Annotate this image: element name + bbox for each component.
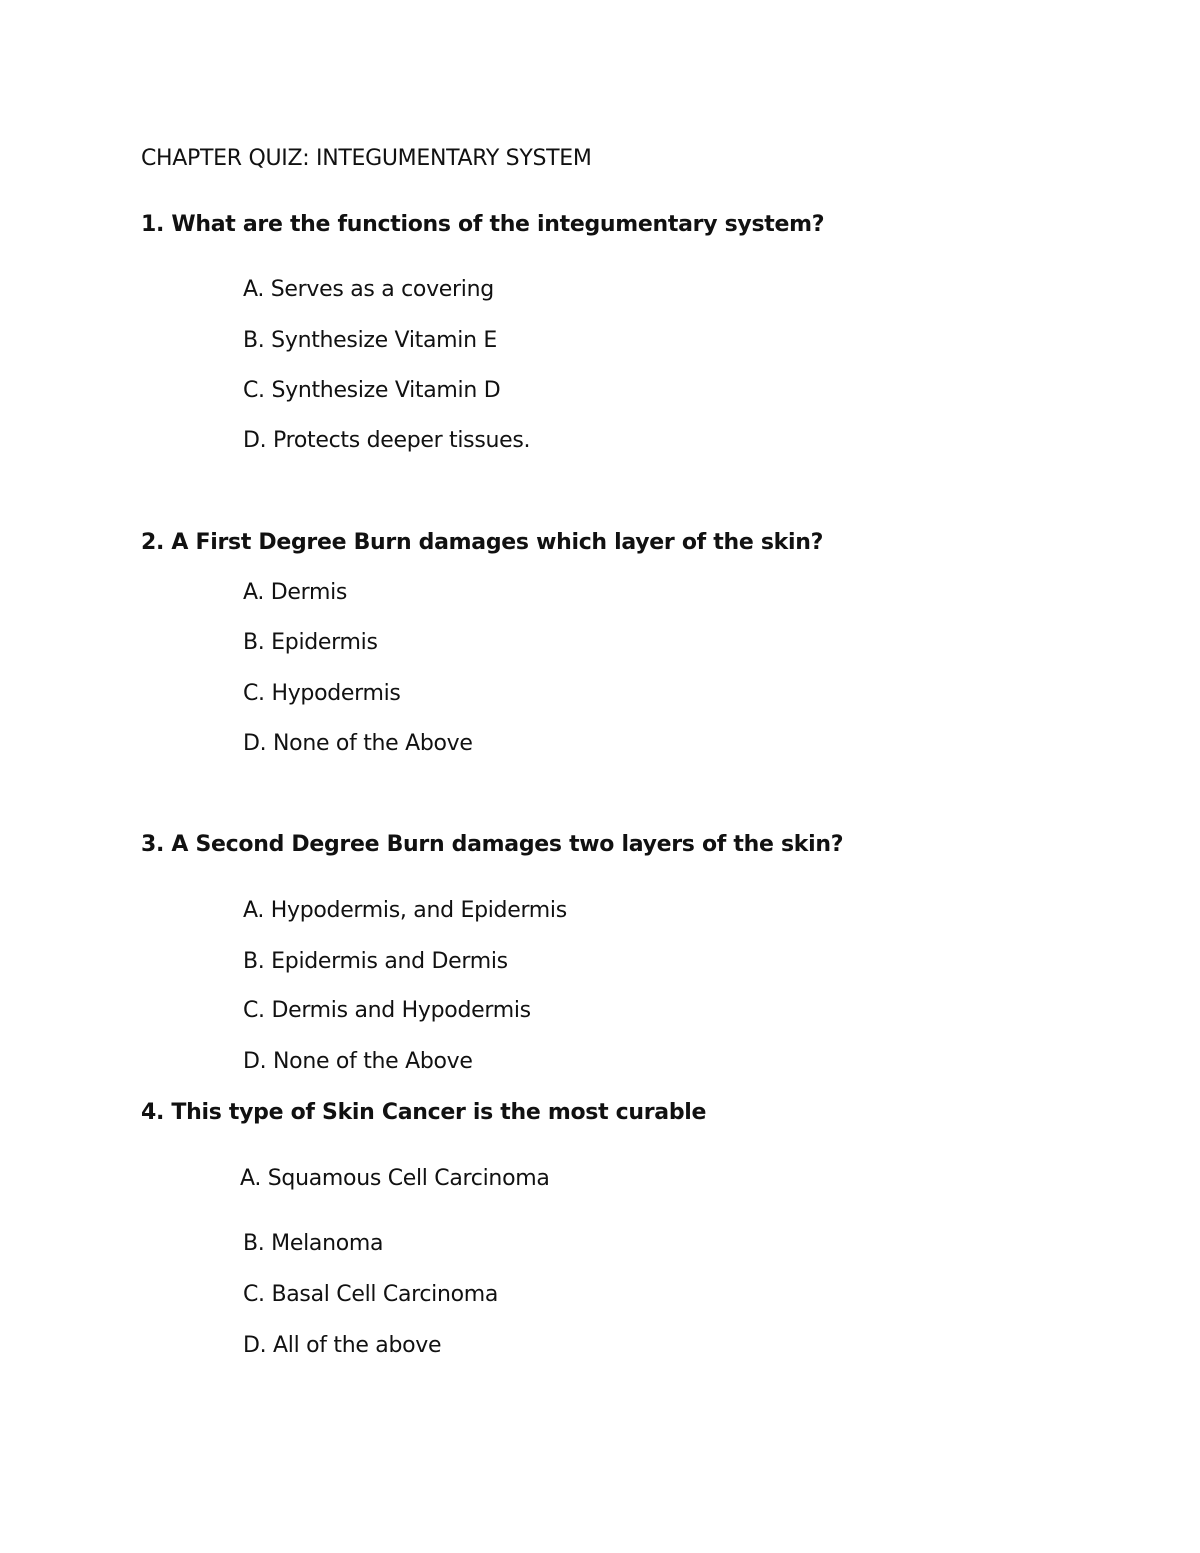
question-3-option-b: B. Epidermis and Dermis [243, 949, 508, 974]
question-4-option-b: B. Melanoma [243, 1231, 384, 1256]
question-1-option-d: D. Protects deeper tissues. [243, 428, 531, 453]
quiz-title: CHAPTER QUIZ: INTEGUMENTARY SYSTEM [141, 146, 592, 171]
question-2-option-a: A. Dermis [243, 580, 348, 605]
question-3: 3. A Second Degree Burn damages two layers of the skin? [141, 832, 844, 857]
question-3-option-d: D. None of the Above [243, 1049, 473, 1074]
question-2: 2. A First Degree Burn damages which layer of the skin? [141, 530, 824, 555]
question-2-option-c: C. Hypodermis [243, 681, 401, 706]
question-2-option-d: D. None of the Above [243, 731, 473, 756]
question-4-option-d: D. All of the above [243, 1333, 442, 1358]
question-3-option-a: A. Hypodermis, and Epidermis [243, 898, 567, 923]
question-1-option-a: A. Serves as a covering [243, 277, 494, 302]
question-1-option-b: B. Synthesize Vitamin E [243, 328, 498, 353]
question-4-option-c: C. Basal Cell Carcinoma [243, 1282, 499, 1307]
question-1: 1. What are the functions of the integumentary system? [141, 212, 825, 237]
question-4: 4. This type of Skin Cancer is the most curable [141, 1100, 707, 1125]
question-3-option-c: C. Dermis and Hypodermis [243, 998, 531, 1023]
question-2-option-b: B. Epidermis [243, 630, 378, 655]
question-1-option-c: C. Synthesize Vitamin D [243, 378, 501, 403]
question-4-option-a: A. Squamous Cell Carcinoma [240, 1166, 550, 1191]
